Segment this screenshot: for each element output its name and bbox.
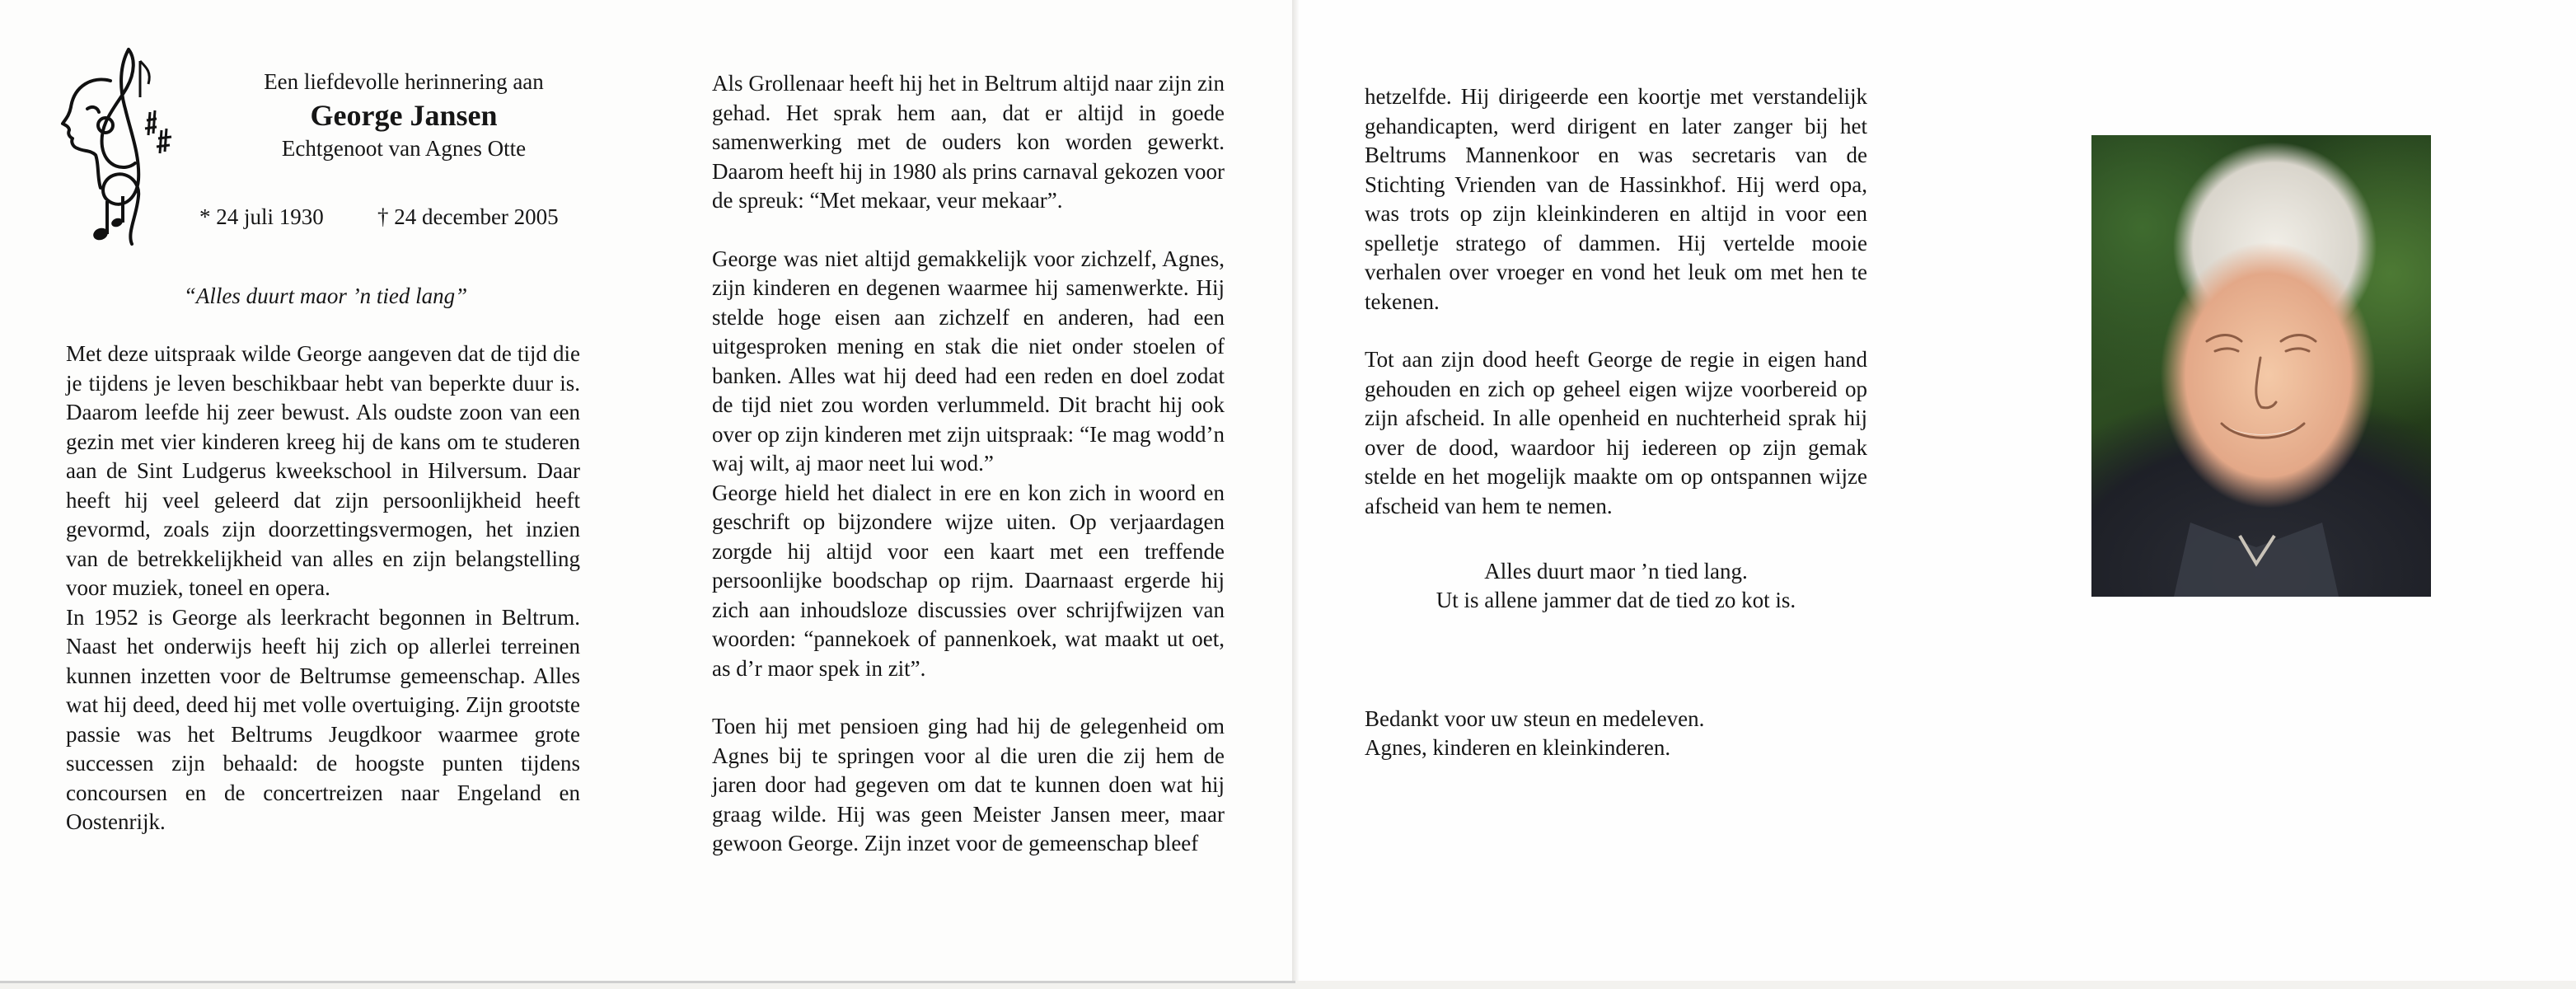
portrait-photo [2091, 135, 2431, 597]
right-text-column [1365, 82, 1867, 521]
thanks-line: Bedankt voor uw steun en medeleven. [1365, 706, 1705, 731]
paragraph: hetzelfde. Hij dirigeerde een koortje met verstandelijk gehandicapten, werd dirigent en later zanger bij het Beltrums Mannenkoor en was secretaris van de Stichting Vrienden van de Hassinkhof. Hij werd opa, was trots op zijn kleinkinderen en altijd in voor een spelletje stratego of dammen. Hij vertelde mooie verhalen over vroeger en vond het leuk om met hen te tekenen. [1365, 84, 1867, 314]
paragraph: George hield het dialect in ere en kon zich in woord en geschrift op bijzondere wijze uiten. Op verjaardagen zorgde hij altijd voor een kaart met een treffende persoonlijke boodschap op rijm. Daarnaast ergerde hij zich aan inhoudsloze discussies over schrijfwijzen van woorden: “pannekoek of pannenkoek, wat maakt ut oet, as d’r maor spek in zit”. [712, 480, 1225, 681]
thanks-note [1365, 705, 1867, 762]
paragraph: In 1952 is George als leerkracht begonnen in Beltrum. Naast het onderwijs heeft hij zich op allerlei terreinen kunnen inzetten voor de Beltrumse gemeenschap. Alles wat hij deed, deed hij met volle overtuiging. Zijn grootste passie was het Beltrums Jeugdkoor waarmee grote successen zijn behaald: de hoogste punten tijdens concoursen en de concertreizen naar Engeland en Oostenrijk. [66, 604, 580, 834]
music-notes-profile-icon [59, 40, 183, 251]
paragraph: Toen hij met pensioen ging had hij de gelegenheid om Agnes bij te springen voor al die uren die zij hem de jaren door had gegeven om dat te kunnen doen wat hij graag wilde. Hij was geen Meister Jansen meer, maar gewoon George. Zijn inzet voor de gemeenschap bleef [712, 714, 1225, 855]
verse-line: Alles duurt maor ’n tied lang. [1484, 559, 1748, 584]
death-date: † 24 december 2005 [377, 204, 559, 229]
paragraph: George was niet altijd gemakkelijk voor zichzelf, Agnes, zijn kinderen en degenen waarmee hij samenwerkte. Hij stelde hoge eisen aan zichzelf en anderen, had een uitgesproken mening en stak die niet onder stoelen of banken. Alles wat hij deed had een reden en doel zodat de tijd niet zou worden verlummeld. Dit bracht hij ook over op zijn kinderen met zijn uitspraak: “Ie mag wodd’n waj wilt, aj maor neet lui wod.” [712, 246, 1225, 476]
paragraph: Als Grollenaar heeft hij het in Beltrum altijd naar zijn zin gehad. Het sprak hem aan, dat er altijd in goede samenwerking met de ouders kon worden gewerkt. Daarom heeft hij in 1980 als prins carnaval gekozen voor de spreuk: “Met mekaar, veur mekaar”. [712, 71, 1225, 213]
paragraph: Tot aan zijn dood heeft George de regie in eigen hand gehouden en zich op geheel eigen wijze voorbereid op zijn afscheid. In alle openheid en nuchterheid sprak hij over de dood, waardoor hij iedereen op zijn gemak stelde en het mogelijk maakte om op ontspannen wijze afscheid van hem te nemen. [1365, 347, 1867, 518]
paragraph: Met deze uitspraak wilde George aangeven dat de tijd die je tijdens je leven beschikbaar hebt van beperkte duur is. Daarom leefde hij zeer bewust. Als oudste zoon van een gezin met vier kinderen kreeg hij de kans om te studeren aan de Sint Ludgerus kweekschool in Hilversum. Daar heeft hij veel geleerd dat zijn persoonlijkheid heeft gevormd, zoals zijn doorzettingsvermogen, het inzien van de betrekkelijkheid van alles en zijn belangstelling voor muziek, toneel en opera. [66, 341, 580, 600]
birth-date: * 24 juli 1930 [199, 204, 324, 229]
thanks-line: Agnes, kinderen en kleinkinderen. [1365, 735, 1671, 760]
verse-line: Ut is allene jammer dat de tied zo kot is. [1436, 588, 1796, 612]
deceased-name: George Jansen [310, 99, 498, 132]
fold-shadow [1292, 0, 1299, 981]
left-text-column [66, 340, 580, 837]
intro-line: Een liefdevolle herinnering aan [264, 69, 544, 94]
portrait-face-sketch [2091, 135, 2431, 597]
spouse-line: Echtgenoot van Agnes Otte [281, 136, 527, 161]
closing-verse [1365, 557, 1867, 615]
memorial-header [222, 68, 585, 163]
motto: “Alles duurt maor ’n tied lang” [183, 284, 468, 308]
middle-text-column [712, 69, 1225, 859]
